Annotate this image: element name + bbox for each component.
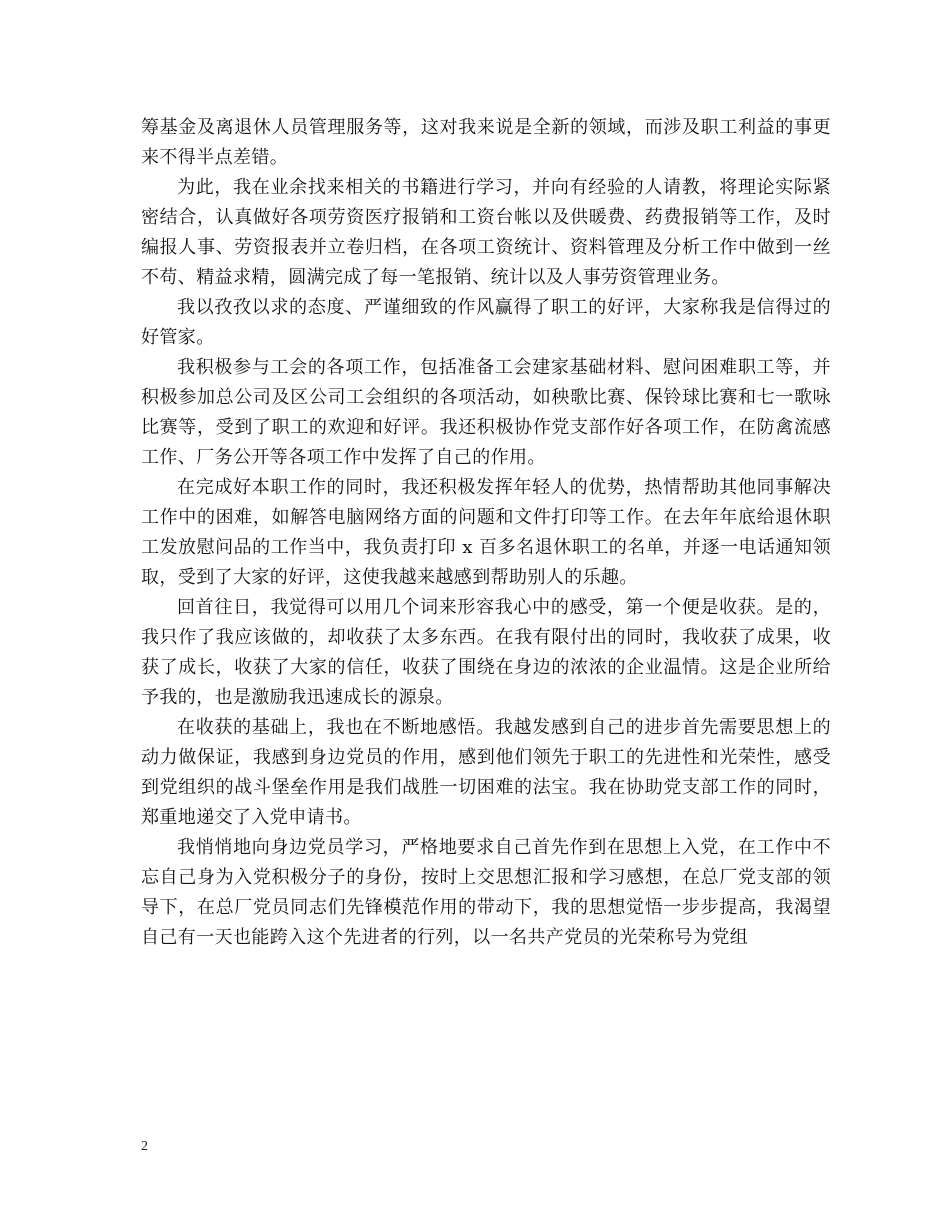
paragraph-3: 我以孜孜以求的态度、严谨细致的作风赢得了职工的好评，大家称我是信得过的好管家。 <box>141 297 831 348</box>
paragraph-2: 为此，我在业余找来相关的书籍进行学习，并向有经验的人请教，将理论实际紧密结合，认真做好各项劳资医疗报销和工资台帐以及供暖费、药费报销等工作，及时编报人事、劳资报表并立卷归档，在各项工资统计、资料管理及分析工作中做到一丝不苟、精益求精，圆满完成了每一笔报销、统计以及人事劳资管理业务。 <box>141 177 831 288</box>
paragraph-6: 回首往日，我觉得可以用几个词来形容我心中的感受，第一个便是收获。是的，我只作了我应该做的，却收获了太多东西。在我有限付出的同时，我收获了成果，收获了成长，收获了大家的信任，收获了围绕在身边的浓浓的企业温情。这是企业所给予我的，也是激励我迅速成长的源泉。 <box>141 597 831 708</box>
paragraph-4: 我积极参与工会的各项工作，包括准备工会建家基础材料、慰问困难职工等，并积极参加总公司及区公司工会组织的各项活动，如秧歌比赛、保铃球比赛和七一歌咏比赛等，受到了职工的欢迎和好评。我还积极协作党支部作好各项工作，在防禽流感工作、厂务公开等各项工作中发挥了自己的作用。 <box>141 357 831 468</box>
paragraph-1: 筹基金及离退休人员管理服务等，这对我来说是全新的领域，而涉及职工利益的事更来不得半点差错。 <box>141 117 831 168</box>
document-body <box>141 113 831 953</box>
page-number: 2 <box>141 1139 148 1154</box>
paragraph-8: 我悄悄地向身边党员学习，严格地要求自己首先作到在思想上入党，在工作中不忘自己身为入党积极分子的身份，按时上交思想汇报和学习感想，在总厂党支部的领导下，在总厂党员同志们先锋模范作用的带动下，我的思想觉悟一步步提高，我渴望自己有一天也能跨入这个先进者的行列，以一名共产党员的光荣称号为党组 <box>141 837 831 948</box>
paragraph-5: 在完成好本职工作的同时，我还积极发挥年轻人的优势，热情帮助其他同事解决工作中的困难，如解答电脑网络方面的问题和文件打印等工作。在去年年底给退休职工发放慰问品的工作当中，我负责打印 x 百多名退休职工的名单，并逐一电话通知领取，受到了大家的好评，这使我越来越感到帮助别人的乐趣。 <box>141 477 831 588</box>
paragraph-7: 在收获的基础上，我也在不断地感悟。我越发感到自己的进步首先需要思想上的动力做保证，我感到身边党员的作用，感到他们领先于职工的先进性和光荣性，感受到党组织的战斗堡垒作用是我们战胜一切困难的法宝。我在协助党支部工作的同时，郑重地递交了入党申请书。 <box>141 717 831 828</box>
